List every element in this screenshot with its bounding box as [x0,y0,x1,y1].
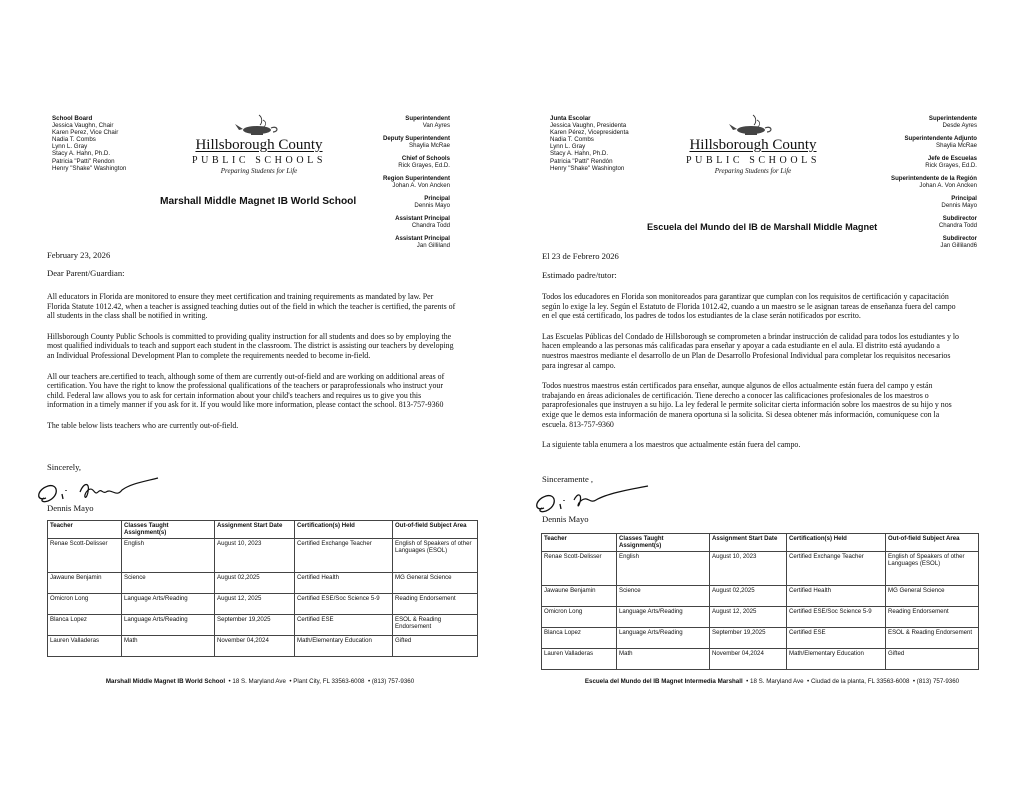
school-board-heading: Junta Escolar [550,115,591,122]
table-row [48,572,478,593]
district-name: Hillsborough County [689,137,817,153]
table-cell: Certified ESE/Soc Science 5-9 [295,593,393,614]
letter-date: February 23, 2026 [47,250,111,260]
letter-date: El 23 de Febrero 2026 [542,251,619,261]
body-paragraph: Todos los educadores en Florida son monitoreados para garantizar que cumplan con los requisitos de certificación y capacitación según lo exige la ley. Según el Estatuto de Florida 1012.42, cuando a un maestro se le asignan tareas de enseñanza fuera del campo en el que está certificado, los padres de todos los estudiantes de la clase serán notificados por escrito. [542,292,956,321]
table-cell: Language Arts/Reading [617,627,710,648]
salutation: Estimado padre/tutor: [542,270,617,280]
table-cell: August 02,2025 [710,585,787,606]
table-cell: Science [617,585,710,606]
column-header: Classes Taught Assignment(s) [122,521,215,539]
table-cell: August 10, 2023 [215,538,295,572]
footer-separator: • [226,678,233,685]
admin-entry: Principal Dennis Mayo [414,195,450,209]
footer-phone: (813) 757-9360 [916,678,960,685]
footer-school: Escuela del Mundo del IB Magnet Intermedia Marshall [584,678,743,685]
closing: Sincerely, [47,462,82,472]
admin-entry: Subdirector Chandra Todd [938,215,977,229]
table-cell: Blanca Lopez [542,627,617,648]
table-row [48,538,478,572]
footer-school: Marshall Middle Magnet IB World School [105,678,226,685]
board-member: Stacy A. Hahn, Ph.D. [550,150,609,158]
table-cell: English of Speakers of other Languages (ESOL) [886,551,979,585]
table-cell: Omicron Long [542,606,617,627]
table-cell: Math/Elementary Education [787,648,886,669]
column-header: Assignment Start Date [710,534,787,552]
table-cell: Certified Health [295,572,393,593]
table-cell: Omicron Long [48,593,122,614]
table-cell: August 02,2025 [215,572,295,593]
district-tagline: Preparing Students for Life [714,167,792,175]
table-cell: Reading Endorsement [886,606,979,627]
admin-entry: Superintendente de la Región Johan A. Von Ancken [891,175,977,189]
admin-entry: Region Superintendent Johan A. Von Ancken [382,175,450,189]
lamp-of-learning-icon [233,112,285,138]
admin-entry: Assistant Principal Jan Gilliland [395,235,450,249]
table-cell: August 12, 2025 [710,606,787,627]
table-cell: English [122,538,215,572]
lamp-of-learning-icon [727,112,779,138]
footer-city: Plant City, FL 33563-6008 [293,678,365,685]
district-logo [188,112,330,176]
school-name: Marshall Middle Magnet IB World School [160,196,357,207]
column-header: Out-of-field Subject Area [886,534,979,552]
letter-body [47,292,457,431]
table-cell: Reading Endorsement [393,593,478,614]
table-cell: Renae Scott-Delisser [48,538,122,572]
admin-entry: Chief of Schools Rick Grayes, Ed.D. [398,155,450,169]
table-row [542,551,979,585]
page-footer [532,678,1012,685]
footer-separator: • [911,678,917,685]
admin-entry: Principal Dennis Mayo [941,195,977,209]
column-header: Assignment Start Date [215,521,295,539]
board-member: Lynn L. Gray [550,143,586,151]
table-cell: Renae Scott-Delisser [542,551,617,585]
body-paragraph: The table below lists teachers who are currently out-of-field. [47,420,239,430]
table-cell: Math [122,635,215,656]
table-cell: Math [617,648,710,669]
salutation: Dear Parent/Guardian: [47,268,125,278]
table-cell: Certified Exchange Teacher [787,551,886,585]
table-cell: English [617,551,710,585]
body-paragraph: La siguiente tabla enumera a los maestros que actualmente están fuera del campo. [542,440,801,450]
table-header-row [542,534,979,552]
board-member: Patricia "Patti" Rendon [52,157,115,165]
table-cell: ESOL & Reading Endorsement [393,614,478,635]
board-member: Henry "Shake" Washington [52,164,127,172]
body-paragraph: All educators in Florida are monitored to ensure they meet certification and training requirements as mandated by law. Per Florida Statute 1012.42, when a teacher is assigned teaching duties out of the field in which the teacher is certified, the parents of all students in the class shall be notified in writing. [47,292,456,321]
admin-entry: Superintendente Adjunto Shaylia McRae [904,135,977,149]
footer-separator: • [744,678,751,685]
table-cell: August 12, 2025 [215,593,295,614]
table-cell: Certified ESE [787,627,886,648]
table-cell: ESOL & Reading Endorsement [886,627,979,648]
board-member: Karen Pérez, Vicepresidenta [550,129,629,137]
out-of-field-table [47,520,478,657]
body-paragraph: All our teachers are.certified to teach, although some of them are currently out-of-field and are working on additional areas of certification. You have the right to know the professional qualifications of the teachers or paraprofessionals who instruct your child. Federal law allows you to ask for certain information about your child's teachers and requires us to give you this information in a timely manner if you ask for it. If you would like more information, please contact the school. 813-757-9360 [47,371,445,410]
column-header: Classes Taught Assignment(s) [617,534,710,552]
board-member: Stacy A. Hahn, Ph.D. [52,150,111,158]
district-tagline: Preparing Students for Life [220,167,298,175]
board-member: Karen Perez, Vice Chair [52,129,119,137]
table-row [542,585,979,606]
board-member: Lynn L. Gray [52,143,88,151]
table-cell: Jawaune Benjamin [542,585,617,606]
table-cell: Language Arts/Reading [122,614,215,635]
table-cell: August 10, 2023 [710,551,787,585]
body-paragraph: Las Escuelas Públicas del Condado de Hillsborough se comprometen a brindar instrucción de calidad para todos los estudiantes y lo hacen empleando a las personas más calificadas para enseñar y apoyar a cada estudiante en el aula. El distrito está ayudando a nuestros maestros mediante el desarrollo de un Plan de Desarrollo Profesional Individual para completar los requisitos necesarios para ingresar al campo. [542,331,960,370]
out-of-field-table [541,533,979,670]
column-header: Certification(s) Held [787,534,886,552]
admin-entry: Superintendent Van Ayres [405,115,450,129]
footer-address: 18 S. Maryland Ave [750,678,804,685]
table-row [542,648,979,669]
table-row [48,614,478,635]
board-member: Jessica Vaughn, Chair [52,122,114,130]
column-header: Teacher [48,521,122,539]
table-cell: MG General Science [393,572,478,593]
district-subtitle: PUBLIC SCHOOLS [685,155,821,166]
admin-entry: Assistant Principal Chandra Todd [395,215,450,229]
table-cell: Lauren Valladeras [542,648,617,669]
table-header-row [48,521,478,539]
school-board-list [550,115,670,172]
table-row [542,606,979,627]
table-cell: Math/Elementary Education [295,635,393,656]
column-header: Out-of-field Subject Area [393,521,478,539]
board-member: Henry "Shake" Washington [550,164,625,172]
school-board-list [52,115,172,172]
page-footer [30,678,490,685]
table-cell: Language Arts/Reading [617,606,710,627]
table-cell: Lauren Valladeras [48,635,122,656]
admin-entry: Subdirector Jan Gilliland6 [940,235,977,249]
board-member: Nadia T. Combs [52,136,96,144]
board-member: Jessica Vaughn, Presidenta [550,122,627,130]
table-cell: Certified ESE [295,614,393,635]
table-cell: Certified Exchange Teacher [295,538,393,572]
table-cell: September 19,2025 [215,614,295,635]
table-cell: November 04,2024 [710,648,787,669]
district-name: Hillsborough County [195,137,323,153]
footer-address: 18 S. Maryland Ave [232,678,286,685]
table-row [542,627,979,648]
signature-image [530,482,660,518]
board-member: Nadia T. Combs [550,136,594,144]
footer-separator: • [366,678,372,685]
table-cell: Science [122,572,215,593]
table-cell: English of Speakers of other Languages (ESOL) [393,538,478,572]
administration-list [330,115,450,255]
footer-separator: • [287,678,294,685]
admin-entry: Deputy Superintendent Shaylia McRae [382,135,450,149]
footer-phone: (813) 757-9360 [371,678,415,685]
school-name: Escuela del Mundo del IB de Marshall Middle Magnet [647,222,878,232]
footer-city: Ciudad de la planta, FL 33563-6008 [810,678,910,685]
table-row [48,635,478,656]
board-member: Patricia "Patti" Rendón [550,157,613,165]
administration-list [842,115,977,255]
table-cell: September 19,2025 [710,627,787,648]
table-cell: Certified Health [787,585,886,606]
table-cell: Gifted [393,635,478,656]
body-paragraph: Todos nuestros maestros están certificados para enseñar, aunque algunos de ellos actualmente están fuera del campo y están trabajando en áreas adicionales de certificación. Tiene derecho a conocer las calificaciones profesionales de los maestros o paraprofesionales que instruyen a su hijo. La ley federal le permite solicitar cierta información sobre los maestros de su hijo y nos exige que le demos esta información de manera oportuna si la solicita. Si desea obtener más información, comuníquese con la escuela. 813-757-9360 [542,381,952,429]
column-header: Certification(s) Held [295,521,393,539]
body-paragraph: Hillsborough County Public Schools is committed to providing quality instruction for all students and does so by employing the most qualified individuals to teach and support each student in the classroom. The district is assisting our teachers by developing an Individual Professional Development Plan to complete the requirements needed to become in-field. [47,331,454,360]
table-cell: Blanca Lopez [48,614,122,635]
district-logo [682,112,824,176]
table-cell: Certified ESE/Soc Science 5-9 [787,606,886,627]
table-cell: Gifted [886,648,979,669]
spanish-letter-page [512,0,1024,791]
letter-body [542,292,962,450]
table-cell: MG General Science [886,585,979,606]
admin-entry: Superintendente Desde Ayres [928,115,977,129]
signer-name: Dennis Mayo [542,514,589,524]
table-cell: Jawaune Benjamin [48,572,122,593]
district-subtitle: PUBLIC SCHOOLS [191,155,327,166]
table-cell: November 04,2024 [215,635,295,656]
footer-separator: • [805,678,811,685]
school-board-heading: School Board [52,115,93,122]
table-row [48,593,478,614]
admin-entry: Jefe de Escuelas Rick Grayes, Ed.D. [925,155,977,169]
signer-name: Dennis Mayo [47,503,94,513]
closing: Sinceramente , [542,474,594,484]
table-cell: Language Arts/Reading [122,593,215,614]
column-header: Teacher [542,534,617,552]
